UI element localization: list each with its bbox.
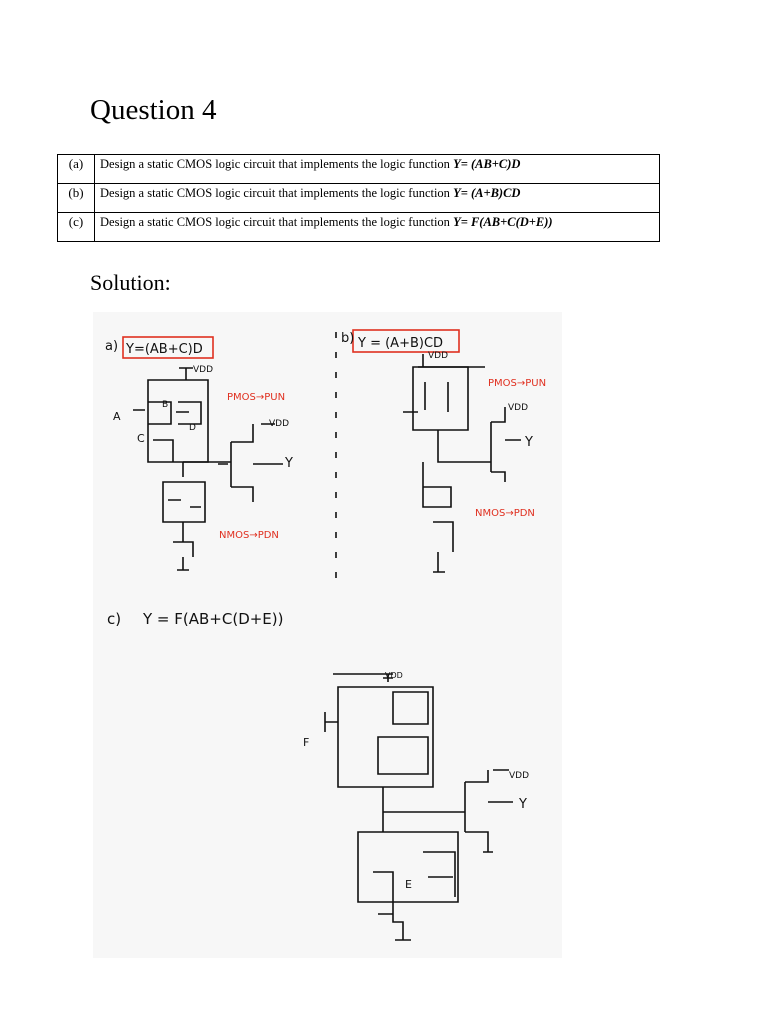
tag-b: b): [341, 331, 355, 346]
circuit-c: [325, 674, 513, 940]
pdn-d-a: [173, 542, 193, 570]
question-prompt: Design a static CMOS logic circuit that implements the logic function: [100, 215, 454, 229]
vdd-rail-c: [333, 674, 393, 682]
inverter-c: [465, 770, 513, 847]
inverter-vdd-c: VDD: [509, 771, 530, 781]
output-label-a: Y: [285, 456, 293, 471]
output-node-c: [383, 787, 465, 832]
inverter-b: [491, 407, 521, 482]
question-label: (a): [58, 155, 95, 184]
handwritten-solution-image: [93, 312, 562, 958]
solution-heading: Solution:: [90, 270, 171, 295]
pdn-network-c: [358, 832, 458, 902]
question-text: [95, 213, 660, 242]
tag-c: c): [107, 610, 122, 628]
input-a: A: [113, 410, 121, 423]
pun-inner-c: [378, 692, 428, 774]
input-b: B: [162, 400, 169, 410]
pdn-network-b: [423, 462, 453, 572]
question-label: (b): [58, 184, 95, 213]
pdn-note-a: NMOS→PDN: [219, 530, 279, 541]
input-d: D: [189, 423, 196, 433]
inverter-vdd-a: VDD: [269, 419, 290, 429]
inverter-vdd-b: VDD: [508, 403, 529, 413]
question-row: [58, 155, 660, 184]
pmos-ab-a: [148, 402, 201, 424]
logic-function: Y= (AB+C)D: [453, 157, 521, 171]
equation-c: Y = F(AB+C(D+E)): [143, 610, 284, 628]
circuit-b: [353, 330, 521, 572]
pun-note-a: PMOS→PUN: [227, 392, 286, 403]
logic-function: Y= (A+B)CD: [453, 186, 521, 200]
question-text: [95, 155, 660, 184]
output-label-c: Y: [519, 797, 527, 812]
question-table: [57, 154, 660, 242]
inverter-a: [218, 424, 283, 497]
question-title: Question 4: [90, 94, 217, 126]
vdd-rail-a: [179, 368, 193, 380]
equation-a: Y=(AB+C)D: [126, 342, 203, 357]
tag-a: a): [105, 339, 119, 354]
vdd-label-a: VDD: [193, 365, 214, 375]
vdd-label-c: VDD: [385, 671, 403, 680]
input-e: E: [405, 878, 412, 891]
question-row: [58, 213, 660, 242]
pun-network-b: [403, 367, 468, 430]
pdn-f-c: [378, 902, 411, 940]
question-label: (c): [58, 213, 95, 242]
circuit-sketches: [93, 312, 562, 958]
question-prompt: Design a static CMOS logic circuit that implements the logic function: [100, 186, 454, 200]
pun-network-a: [148, 380, 208, 462]
input-c: C: [137, 432, 145, 445]
question-prompt: Design a static CMOS logic circuit that implements the logic function: [100, 157, 454, 171]
pmos-f-c: [325, 712, 338, 732]
pdn-network-a: [163, 482, 205, 542]
output-label-b: Y: [525, 435, 533, 450]
input-f: F: [303, 736, 310, 749]
vdd-label-b: VDD: [428, 351, 449, 361]
pdn-note-b: NMOS→PDN: [475, 508, 535, 519]
question-row: [58, 184, 660, 213]
pun-note-b: PMOS→PUN: [488, 378, 547, 389]
question-text: [95, 184, 660, 213]
inverter-supply-a: [253, 424, 275, 502]
output-node-b: [438, 430, 491, 462]
equation-b: Y = (A+B)CD: [358, 336, 444, 351]
logic-function: Y= F(AB+C(D+E)): [453, 215, 553, 229]
